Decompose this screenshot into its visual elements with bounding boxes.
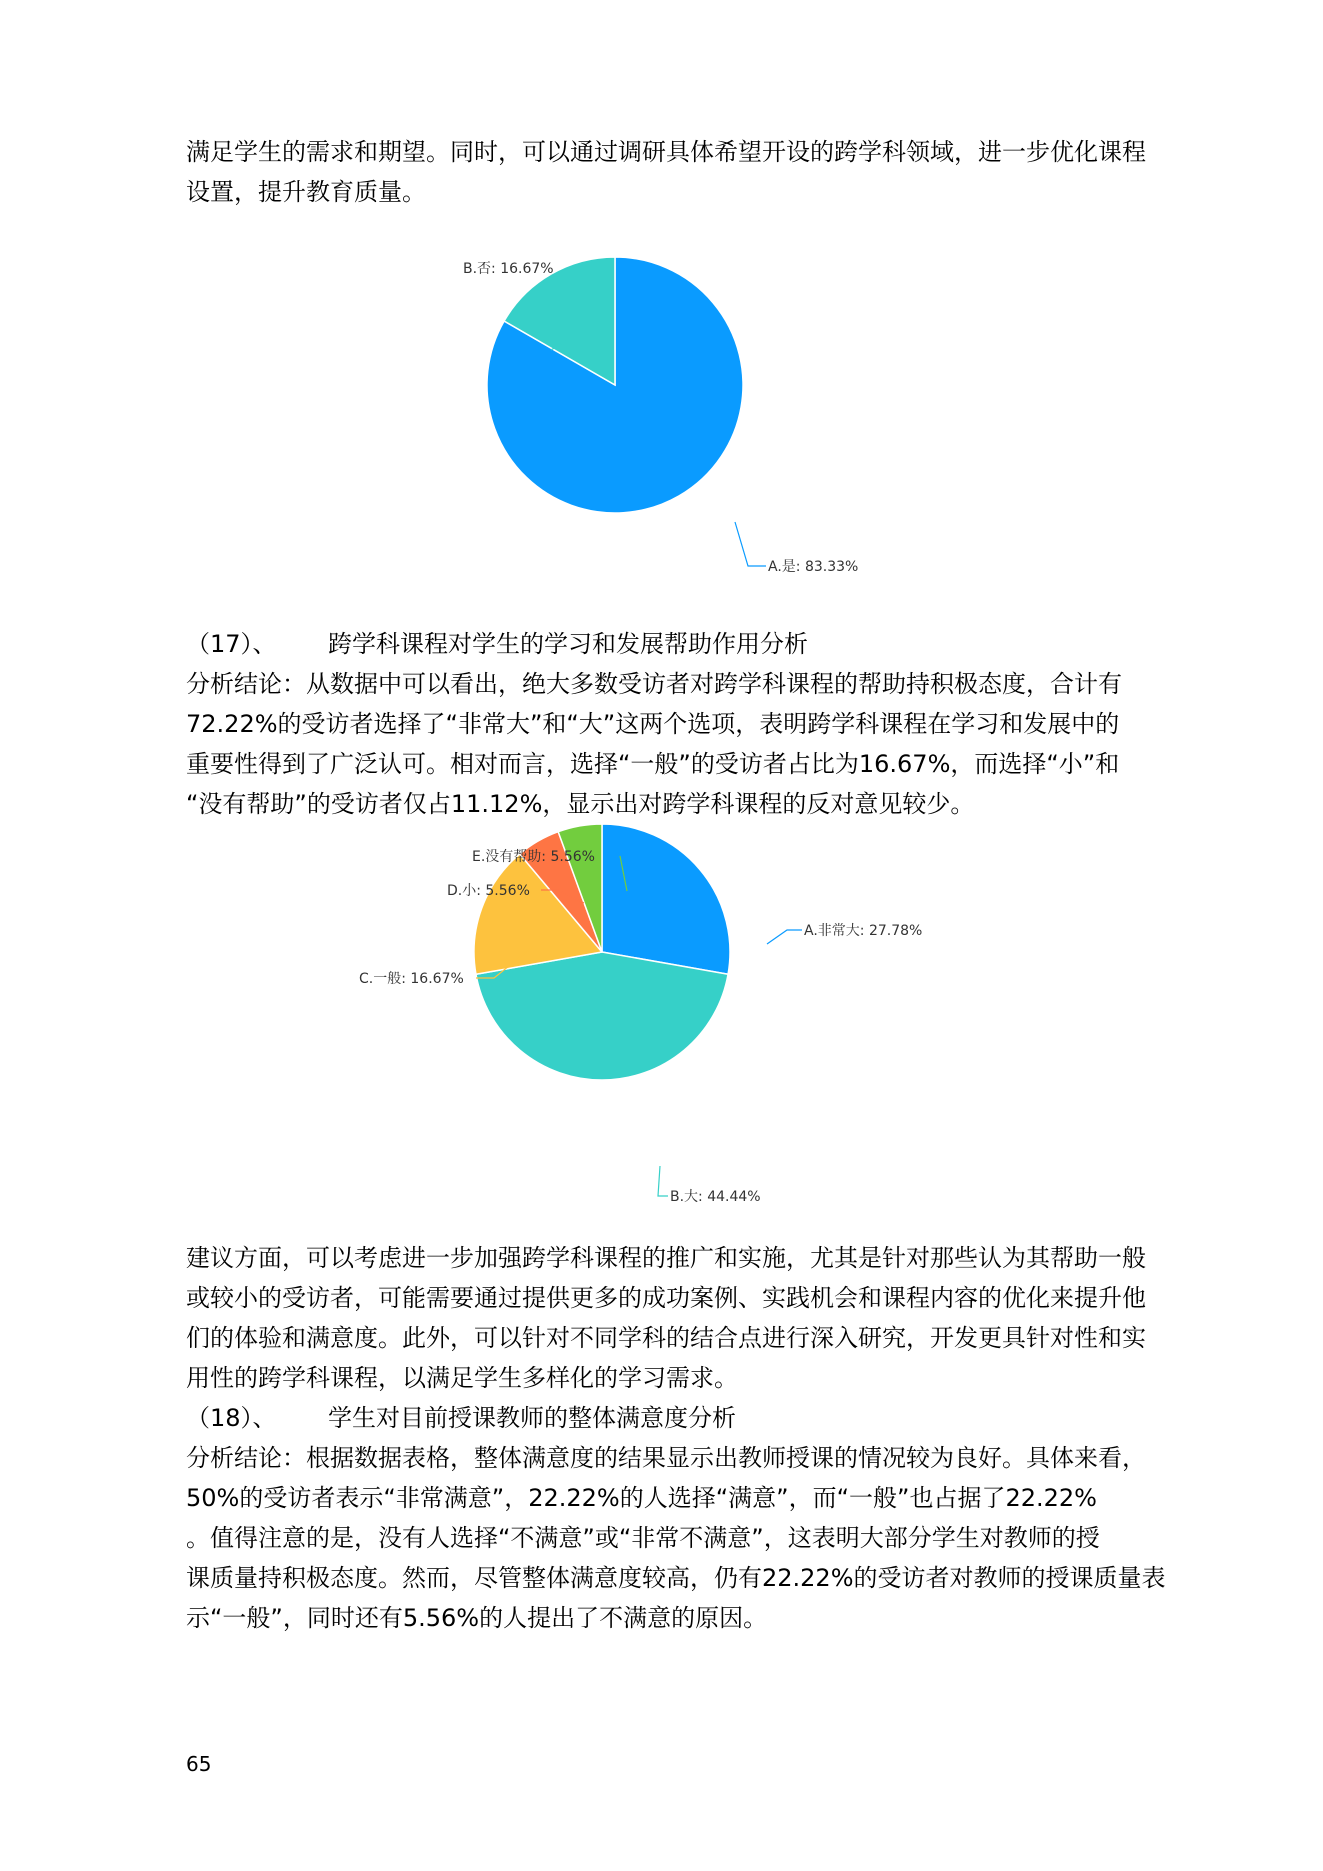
text-line: 分析结论：从数据中可以看出，绝大多数受访者对跨学科课程的帮助持积极态度，合计有	[186, 670, 1122, 698]
pie-chart-2-label-a: A.非常大: 27.78%	[804, 923, 923, 939]
text-line: 72.22%的受访者选择了“非常大”和“大”这两个选项，表明跨学科课程在学习和发展中的	[186, 710, 1120, 738]
text-line: 设置，提升教育质量。	[186, 178, 426, 206]
text-line: 50%的受访者表示“非常满意”，22.22%的人选择“满意”，而“一般”也占据了22.22%	[186, 1484, 1097, 1512]
text-line: 满足学生的需求和期望。同时，可以通过调研具体希望开设的跨学科领域，进一步优化课程	[186, 138, 1146, 166]
pie-chart-1-label-a: A.是: 83.33%	[768, 559, 859, 575]
pie-chart-2-label-c: C.一般: 16.67%	[359, 971, 464, 987]
pie-chart-2-label-d: D.小: 5.56%	[447, 883, 530, 899]
pie-chart-2-label-e: E.没有帮助: 5.56%	[472, 849, 595, 865]
text-line: 。值得注意的是，没有人选择“不满意”或“非常不满意”，这表明大部分学生对教师的授	[186, 1524, 1100, 1552]
pie-chart-2-slice	[476, 952, 728, 1080]
pie-chart-2-slice	[602, 824, 730, 974]
text-line: 用性的跨学科课程，以满足学生多样化的学习需求。	[186, 1364, 738, 1392]
text-line: 重要性得到了广泛认可。相对而言，选择“一般”的受访者占比为16.67%，而选择“小”和	[186, 750, 1120, 778]
section-18-paragraph	[186, 1438, 1166, 1638]
text-line: 们的体验和满意度。此外，可以针对不同学科的结合点进行深入研究，开发更具针对性和实	[186, 1324, 1146, 1352]
text-line: 示“一般”，同时还有5.56%的人提出了不满意的原因。	[186, 1604, 768, 1632]
text-line: 课质量持积极态度。然而，尽管整体满意度较高，仍有22.22%的受访者对教师的授课质量表	[186, 1564, 1166, 1592]
pie-chart-2-leader-b	[658, 1166, 668, 1196]
text-line: 建议方面，可以考虑进一步加强跨学科课程的推广和实施，尤其是针对那些认为其帮助一般	[186, 1244, 1146, 1272]
section-18-number: （18）、	[186, 1404, 277, 1432]
page-number: 65	[186, 1752, 212, 1776]
section-18-heading	[186, 1398, 736, 1438]
pie-chart-2-label-b: B.大: 44.44%	[670, 1189, 761, 1205]
text-line: “没有帮助”的受访者仅占11.12%，显示出对跨学科课程的反对意见较少。	[186, 790, 975, 818]
text-line: 分析结论：根据数据表格，整体满意度的结果显示出教师授课的情况较为良好。具体来看，	[186, 1444, 1146, 1472]
pie-chart-2-leader-a	[767, 930, 802, 944]
section-18-title: 学生对目前授课教师的整体满意度分析	[328, 1404, 736, 1432]
suggestion-paragraph	[186, 1238, 1146, 1398]
text-line: 或较小的受访者，可能需要通过提供更多的成功案例、实践机会和课程内容的优化来提升他	[186, 1284, 1146, 1312]
section-17-number: （17）、	[186, 630, 277, 658]
section-17-title: 跨学科课程对学生的学习和发展帮助作用分析	[328, 630, 808, 658]
pie-chart-1-label-b: B.否: 16.67%	[463, 261, 554, 277]
